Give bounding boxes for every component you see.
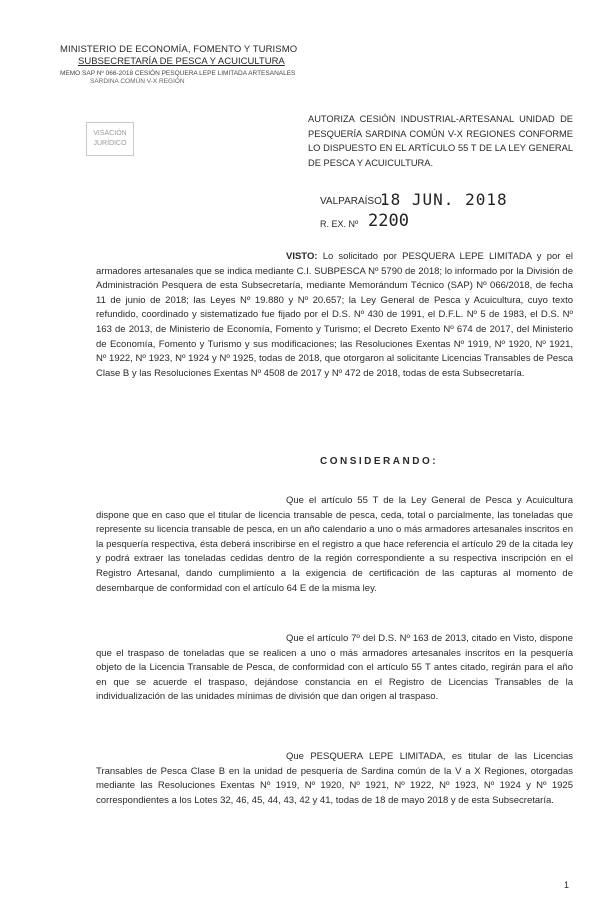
resolution-number-label: R. EX. Nº	[320, 219, 359, 229]
visto-text: Lo solicitado por PESQUERA LEPE LIMITADA y por el armadores artesanales que se indica mediante C.I. SUBPESCA Nº 5790 de 2018; lo informado por la División de Administración Pesquera de esta Subsecretaría, mediante Memorándum Técnico (SAP) Nº 066/2018, de fecha 11 de junio de 2018; las Leyes Nº 19.880 y Nº 20.657; la Ley General de Pesca y Acuicultura, cuyo texto refundido, coordinado y sistematizado fue fijado por el D.S. Nº 430 de 1991, el D.F.L. Nº 5 de 1983, el D.S. Nº 163 de 2013, de Ministerio de Economía, Fomento y Turismo; el Decreto Exento Nº 674 de 2017, del Ministerio de Economía, Fomento y Turismo y sus modificaciones; las Resoluciones Exentas Nº 1919, Nº 1920, Nº 1921, Nº 1922, Nº 1923, Nº 1924 y Nº 1925, todas de 2018, que otorgaron al solicitante Licencias Transables de Pesca Clase B y las Resoluciones Exentas Nº 4508 de 2017 y Nº 472 de 2018, todas de esta Subsecretaría.	[96, 251, 574, 379]
ministry-name: MINISTERIO DE ECONOMÍA, FOMENTO Y TURISMO	[60, 44, 298, 55]
considerando-paragraph-1	[96, 494, 573, 596]
stamp-line-2: JURÍDICO	[93, 140, 127, 147]
date-label: VALPARAÍSO,	[320, 196, 385, 207]
reference-line: MEMO SAP Nº 066-2018 CESIÓN PESQUERA LEPE LIMITADA ARTESANALES	[60, 70, 296, 77]
letterhead	[60, 44, 310, 85]
resolution-number: 2200	[368, 211, 409, 231]
considerando-text-3: Que PESQUERA LEPE LIMITADA, es titular de las Licencias Transables de Pesca Clase B en la unidad de pesquería de Sardina común de la V a X Regiones, otorgadas mediante las Resoluciones Exentas Nº 1919, Nº 1920, Nº 1921, Nº 1922, Nº 1923, Nº 1924 y Nº 1925 correspondientes a los Lotes 32, 46, 45, 44, 43, 42 y 41, todas de 18 de mayo 2018 y de esta Subsecretaría.	[96, 751, 573, 806]
considerando-text-2: Que el artículo 7º del D.S. Nº 163 de 2013, citado en Visto, dispone que el traspaso de toneladas que se realicen a uno o más armadores artesanales inscritos en la pesquería objeto de la Licencia Transable de Pesca, de conformidad con el artículo 55 T antes citado, regirán para el año en que se acuerde el traspaso, dejándose constancia en el Registro de Licencias Transables de la individualización de las unidades mínimas de división que dan origen al traspaso.	[96, 633, 573, 703]
visto-paragraph	[96, 250, 573, 381]
date-stamp: 18 JUN. 2018	[380, 190, 508, 209]
considerando-paragraph-3	[96, 750, 573, 808]
considerando-text-1: Que el artículo 55 T de la Ley General de Pesca y Acuicultura dispone que en caso que el titular de licencia transable de pesca, ceda, total o parcialmente, las toneladas que represente su licencia transable de pesca, en un año calendario a uno o más armadores artesanales inscritos en la pesquería respectiva, ésta deberá inscribirse en el registro a que hace referencia el artículo 29 de la citada ley y podrá extraer las toneladas cedidas dentro de la región correspondiente a su respectiva inscripción en el Registro Artesanal, dando cumplimiento a la exigencia de certificación de las capturas al momento de desembarque de conformidad con el artículo 64 E de la misma ley.	[96, 495, 573, 594]
considerando-heading: CONSIDERANDO:	[320, 456, 439, 467]
resolution-title: AUTORIZA CESIÓN INDUSTRIAL-ARTESANAL UNIDAD DE PESQUERÍA SARDINA COMÚN V-X REGIONES CONFORME LO DISPUESTO EN EL ARTÍCULO 55 T DE LA LEY GENERAL DE PESCA Y ACUICULTURA.	[308, 114, 573, 168]
subsecretaria-name: SUBSECRETARÍA DE PESCA Y ACUICULTURA	[78, 56, 285, 67]
stamp-line-1: VISACIÓN	[93, 130, 127, 137]
considerando-paragraph-2	[96, 632, 573, 705]
visto-label: VISTO:	[286, 251, 318, 262]
visa-stamp	[86, 122, 134, 156]
reference-line-2: SARDINA COMÚN V-X REGIÓN	[90, 78, 185, 85]
page-number: 1	[564, 880, 570, 890]
